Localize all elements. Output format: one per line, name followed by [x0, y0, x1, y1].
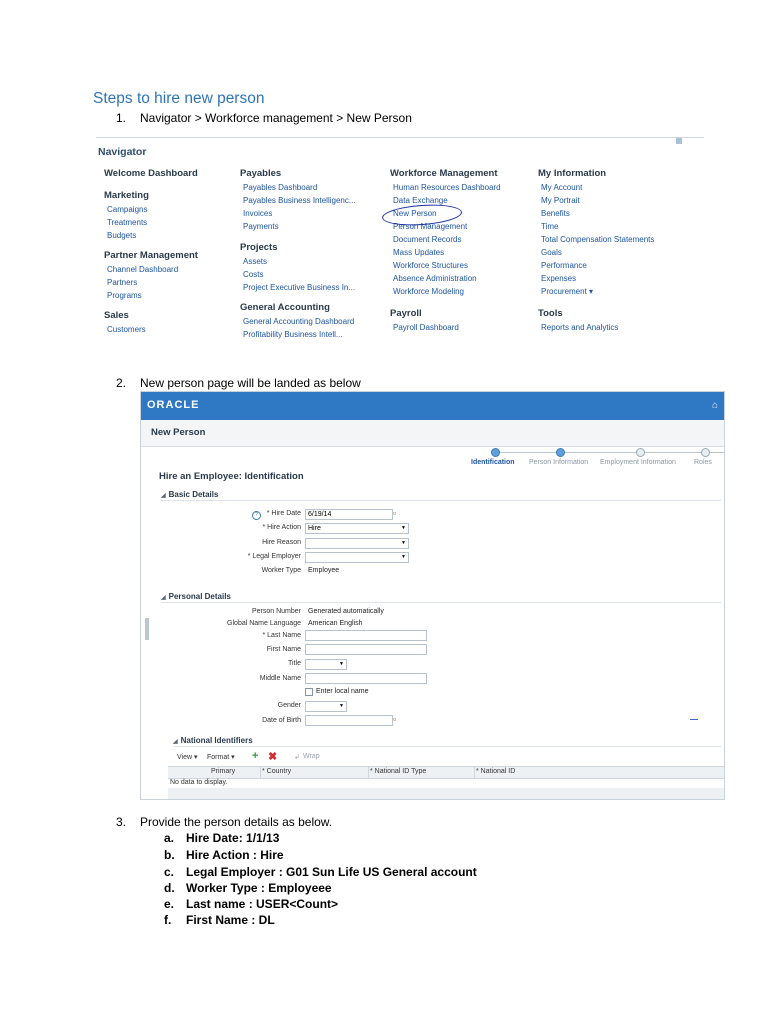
substep-letter: b.	[164, 848, 175, 862]
hire-reason-select[interactable]	[305, 538, 409, 549]
substep-letter: c.	[164, 865, 175, 879]
nav-link-programs[interactable]: Programs	[107, 291, 142, 300]
nav-link-assets[interactable]: Assets	[243, 257, 268, 266]
train-stop-identification[interactable]	[491, 448, 500, 457]
page-title: New Person	[151, 427, 206, 438]
column-separator	[474, 767, 475, 778]
nav-link-data-exchange[interactable]: Data Exchange	[393, 196, 448, 205]
nav-link-partners[interactable]: Partners	[107, 278, 138, 287]
sales-heading: Sales	[104, 310, 129, 321]
wrap-icon[interactable]: ↲	[294, 754, 300, 761]
nav-link-performance[interactable]: Performance	[541, 261, 587, 270]
column-separator	[260, 767, 261, 778]
legal-employer-label: * Legal Employer	[247, 553, 301, 560]
nav-link-treatments[interactable]: Treatments	[107, 218, 148, 227]
new-person-screenshot	[140, 391, 725, 800]
global-name-language-value: American English	[308, 620, 363, 627]
train-stop-person-information[interactable]	[556, 448, 565, 457]
calendar-icon[interactable]: ▫	[393, 714, 397, 724]
substep-text: Hire Action : Hire	[186, 848, 284, 862]
hire-date-label: * Hire Date	[266, 510, 301, 517]
navigator-screenshot	[96, 137, 704, 342]
column-primary[interactable]: Primary	[211, 768, 236, 775]
date-of-birth-input[interactable]	[305, 715, 393, 726]
personal-details-header[interactable]: ◢ Personal Details	[161, 592, 231, 601]
calendar-icon[interactable]: ▫	[393, 508, 397, 518]
format-menu[interactable]: Format ▾	[207, 754, 235, 761]
enter-local-name-checkbox[interactable]	[305, 688, 313, 696]
document-title: Steps to hire new person	[93, 90, 265, 107]
step-number: 2.	[116, 376, 127, 390]
nav-link-goals[interactable]: Goals	[541, 248, 562, 257]
nav-link-mass-updates[interactable]: Mass Updates	[393, 248, 445, 257]
welcome-dashboard-link[interactable]: Welcome Dashboard	[104, 168, 198, 179]
nav-link-my-account[interactable]: My Account	[541, 183, 583, 192]
gender-select[interactable]	[305, 701, 347, 712]
substep-text: Last name : USER<Count>	[186, 897, 339, 911]
hire-action-label: * Hire Action	[262, 524, 301, 531]
payroll-heading: Payroll	[390, 308, 422, 319]
person-number-value: Generated automatically	[308, 608, 384, 615]
train-stops	[491, 448, 725, 458]
basic-details-header[interactable]: ◢ Basic Details	[161, 490, 218, 499]
nav-link-ga-dashboard[interactable]: General Accounting Dashboard	[243, 317, 355, 326]
nav-link-payables-dashboard[interactable]: Payables Dashboard	[243, 183, 318, 192]
tools-heading: Tools	[538, 308, 563, 319]
nav-link-customers[interactable]: Customers	[107, 325, 146, 334]
substep-letter: a.	[164, 831, 175, 845]
nav-link-campaigns[interactable]: Campaigns	[107, 205, 148, 214]
train-label-roles[interactable]: Roles	[694, 459, 712, 466]
section-divider	[173, 746, 721, 747]
nav-link-expenses[interactable]: Expenses	[541, 274, 577, 283]
substep-text: First Name : DL	[186, 913, 275, 927]
projects-heading: Projects	[240, 242, 278, 253]
collapse-icon[interactable]	[690, 719, 698, 720]
title-select[interactable]	[305, 659, 347, 670]
marketing-heading: Marketing	[104, 190, 149, 201]
delete-icon[interactable]: ✖	[268, 751, 278, 763]
column-national-id-type[interactable]: * National ID Type	[370, 768, 427, 775]
oracle-logo: ORACLE	[147, 399, 200, 411]
home-icon[interactable]: ⌂	[712, 400, 719, 411]
table-footer	[168, 788, 724, 799]
nav-link-costs[interactable]: Costs	[243, 270, 264, 279]
train-line	[491, 452, 725, 453]
train-label-employment-information[interactable]: Employment Information	[600, 459, 676, 466]
step-text: New person page will be landed as below	[140, 376, 361, 390]
scroll-indicator	[676, 137, 682, 144]
step-number: 3.	[116, 815, 127, 829]
section-divider	[161, 602, 721, 603]
train-stop-roles[interactable]	[701, 448, 710, 457]
nav-link-payroll-dashboard[interactable]: Payroll Dashboard	[393, 323, 459, 332]
step-number: 1.	[116, 111, 127, 125]
person-number-label: Person Number	[251, 608, 301, 615]
nav-link-invoices[interactable]: Invoices	[243, 209, 273, 218]
nav-link-payments[interactable]: Payments	[243, 222, 279, 231]
substep-letter: e.	[164, 897, 175, 911]
worker-type-label: Worker Type	[261, 567, 301, 574]
national-identifiers-header[interactable]: ◢ National Identifiers	[173, 736, 253, 745]
workforce-management-heading: Workforce Management	[390, 168, 498, 179]
nav-link-my-portrait[interactable]: My Portrait	[541, 196, 580, 205]
worker-type-value: Employee	[308, 567, 340, 574]
train-stop-employment-information[interactable]	[636, 448, 645, 457]
first-name-input[interactable]	[305, 644, 427, 655]
legal-employer-select[interactable]	[305, 552, 409, 563]
date-of-birth-label: Date of Birth	[262, 717, 301, 724]
nav-link-total-compensation[interactable]: Total Compensation Statements	[541, 235, 655, 244]
oracle-header-bar	[141, 392, 724, 420]
hire-date-input[interactable]: 6/19/14	[305, 509, 393, 520]
nav-link-benefits[interactable]: Benefits	[541, 209, 570, 218]
nav-link-workforce-modeling[interactable]: Workforce Modeling	[393, 287, 464, 296]
hire-action-select[interactable]: Hire ▼	[305, 523, 409, 534]
enter-local-name-label: Enter local name	[316, 688, 369, 695]
nav-link-payables-bi[interactable]: Payables Business Intelligenc...	[243, 196, 356, 205]
payables-heading: Payables	[240, 168, 282, 179]
help-icon[interactable]: ?	[252, 511, 261, 520]
view-menu[interactable]: View ▾	[177, 754, 198, 761]
middle-name-label: Middle Name	[259, 675, 301, 682]
nav-link-budgets[interactable]: Budgets	[107, 231, 137, 240]
substep-text: Worker Type : Employeee	[186, 881, 332, 895]
substep-letter: f.	[164, 913, 172, 927]
train-label-identification[interactable]: Identification	[471, 459, 515, 466]
nav-link-project-executive[interactable]: Project Executive Business In...	[243, 283, 356, 292]
nav-link-new-person[interactable]: New Person	[393, 209, 437, 218]
form-heading: Hire an Employee: Identification	[159, 471, 304, 482]
middle-name-input[interactable]	[305, 673, 427, 684]
nav-link-document-records[interactable]: Document Records	[393, 235, 462, 244]
general-accounting-heading: General Accounting	[240, 302, 330, 313]
hire-reason-label: Hire Reason	[262, 539, 301, 546]
nav-link-profitability[interactable]: Profitability Business Intell...	[243, 330, 343, 339]
column-national-id[interactable]: * National ID	[476, 768, 516, 775]
nav-link-procurement[interactable]: Procurement ▾	[541, 287, 594, 296]
add-icon[interactable]: +	[252, 750, 259, 762]
last-name-label: * Last Name	[262, 632, 301, 639]
section-divider	[161, 500, 721, 501]
nav-link-absence-administration[interactable]: Absence Administration	[393, 274, 477, 283]
gender-label: Gender	[277, 702, 301, 709]
wrap-button[interactable]: Wrap	[303, 753, 320, 760]
my-information-heading: My Information	[538, 168, 607, 179]
nav-link-channel-dashboard[interactable]: Channel Dashboard	[107, 265, 179, 274]
substep-letter: d.	[164, 881, 175, 895]
nav-link-workforce-structures[interactable]: Workforce Structures	[393, 261, 468, 270]
nav-link-hr-dashboard[interactable]: Human Resources Dashboard	[393, 183, 501, 192]
step-text: Provide the person details as below.	[140, 815, 333, 829]
substep-text: Legal Employer : G01 Sun Life US General account	[186, 865, 477, 879]
page-title-strip	[141, 420, 724, 447]
column-country[interactable]: * Country	[262, 768, 292, 775]
nav-link-reports-analytics[interactable]: Reports and Analytics	[541, 323, 619, 332]
column-separator	[368, 767, 369, 778]
train-label-person-information[interactable]: Person Information	[529, 459, 589, 466]
substep-text: Hire Date: 1/1/13	[186, 831, 280, 845]
last-name-input[interactable]	[305, 630, 427, 641]
step-text: Navigator > Workforce management > New Person	[140, 111, 412, 125]
first-name-label: First Name	[266, 646, 301, 653]
navigator-title: Navigator	[98, 146, 147, 158]
partner-management-heading: Partner Management	[104, 250, 198, 261]
global-name-language-label: Global Name Language	[227, 620, 301, 627]
nav-link-time[interactable]: Time	[541, 222, 559, 231]
nav-link-person-management[interactable]: Person Management	[393, 222, 468, 231]
no-data-message: No data to display.	[170, 779, 228, 786]
title-label: Title	[288, 660, 301, 667]
table-header	[168, 766, 724, 779]
